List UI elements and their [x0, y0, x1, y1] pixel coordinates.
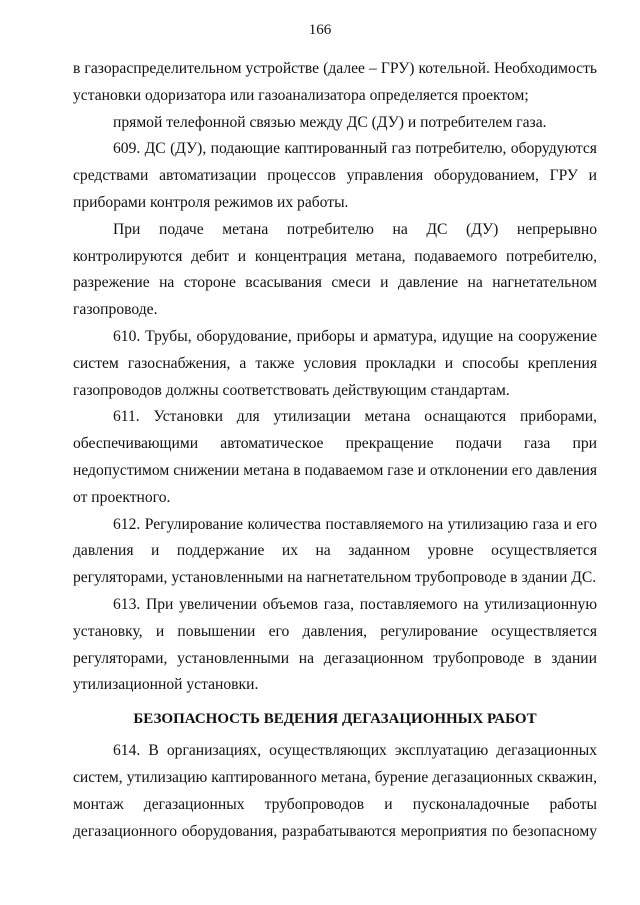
- section-heading: БЕЗОПАСНОСТЬ ВЕДЕНИЯ ДЕГАЗАЦИОННЫХ РАБОТ: [133, 711, 537, 728]
- page-number: 166: [308, 22, 332, 38]
- paragraph-612: 612. Регулирование количества поставляемого на утилизацию газа и его давления и поддержание их на заданном уровне осуществляется регуляторами, установленными на нагнетательном трубопроводе в здании ДС.: [73, 515, 597, 587]
- paragraph-611: 611. Установки для утилизации метана оснащаются приборами, обеспечивающими автоматическое прекращение подачи газа при недопустимом снижении метана в подаваемом газе и отклонении его давления от проектного.: [73, 408, 597, 506]
- paragraph-610: 610. Трубы, оборудование, приборы и арматура, идущие на сооружение систем газоснабжения, а также условия прокладки и способы крепления газопроводов должны соответствовать действующим стандартам.: [73, 327, 597, 399]
- paragraph-methane-supply-control: При подаче метана потребителю на ДС (ДУ) непрерывно контролируются дебит и концентрация метана, подаваемого потребителю, разрежение на стороне всасывания смеси и давление на нагнетательном газопроводе.: [73, 220, 597, 319]
- paragraph-613: 613. При увеличении объемов газа, поставляемого на утилизационную установку, и повышении его давления, регулирование осуществляется регуляторами, установленными на дегазационном трубопроводе в здании утилизационной установки.: [73, 595, 597, 694]
- paragraph-telephone-link: прямой телефонной связью между ДС (ДУ) и потребителем газа.: [113, 113, 547, 131]
- paragraph-614: 614. В организациях, осуществляющих эксплуатацию дегазационных систем, утилизацию каптированного метана, бурение дегазационных скважин, монтаж дегазационных трубопроводов и пусконаладочные работы дегазационного оборудования, разрабатываются мероприятия по безопасному: [73, 742, 597, 840]
- paragraph-gru-continuation: в газораспределительном устройстве (далее – ГРУ) котельной. Необходимость установки одоризатора или газоанализатора определяется проектом;: [73, 60, 597, 104]
- paragraph-609: 609. ДС (ДУ), подающие каптированный газ потребителю, оборудуются средствами автоматизации процессов управления оборудованием, ГРУ и приборами контроля режимов их работы.: [73, 140, 597, 211]
- document-body: [73, 56, 597, 845]
